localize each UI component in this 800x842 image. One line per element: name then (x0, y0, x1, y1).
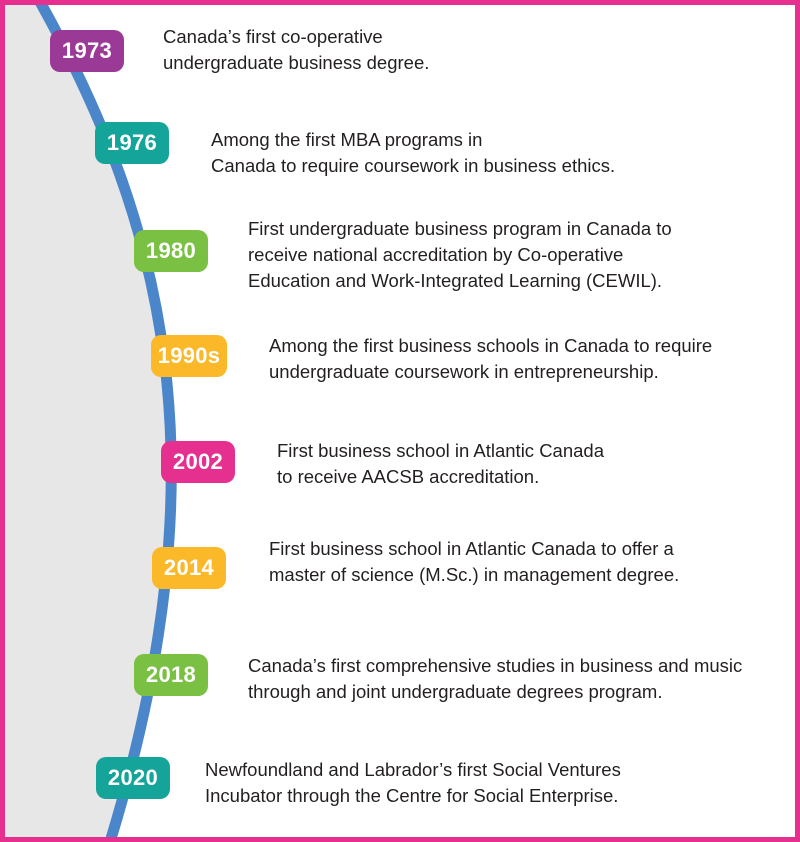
milestone-text: Canada’s first comprehensive studies in business and music through and joint undergraduate degrees program. (248, 655, 743, 702)
year-badge: 2014 (152, 547, 226, 589)
year-badge: 2020 (96, 757, 170, 799)
year-badge: 2018 (134, 654, 208, 696)
milestone-text: Newfoundland and Labrador’s first Social Ventures Incubator through the Centre for Social Enterprise. (205, 759, 621, 806)
milestone-text: Among the first business schools in Canada to require undergraduate coursework in entrepreneurship. (269, 335, 713, 382)
milestone-text: Canada’s first co-operative undergraduate business degree. (163, 26, 430, 73)
year-badge: 2002 (161, 441, 235, 483)
milestone-text: First undergraduate business program in Canada to receive national accreditation by Co-operative Education and Work-Integrated Learning (CEWIL). (248, 218, 672, 291)
year-badge: 1980 (134, 230, 208, 272)
milestone-text: First business school in Atlantic Canada to receive AACSB accreditation. (277, 440, 605, 487)
milestone-text: First business school in Atlantic Canada to offer a master of science (M.Sc.) in management degree. (269, 538, 680, 585)
milestone-text: Among the first MBA programs in Canada to require coursework in business ethics. (211, 129, 616, 176)
year-badge: 1990s (151, 335, 227, 377)
year-badge: 1976 (95, 122, 169, 164)
year-badge: 1973 (50, 30, 124, 72)
